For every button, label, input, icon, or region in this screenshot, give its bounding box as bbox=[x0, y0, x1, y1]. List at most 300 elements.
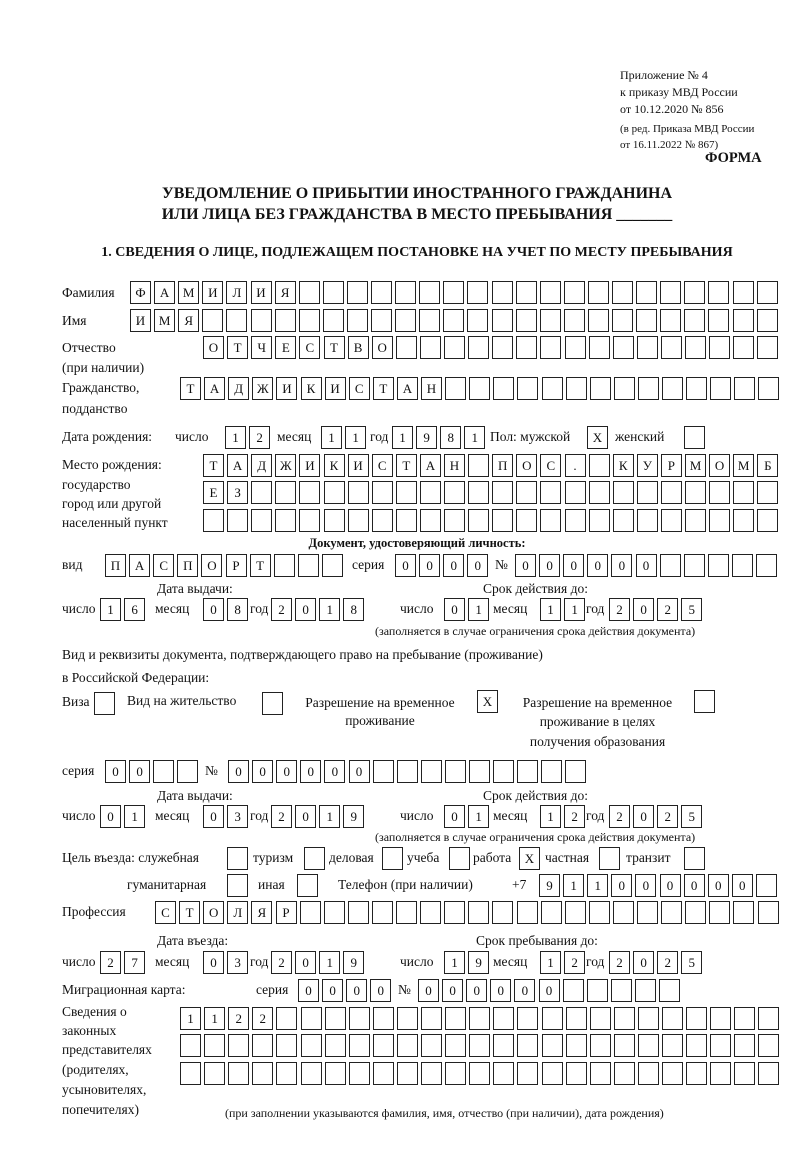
char-cell[interactable] bbox=[323, 309, 344, 332]
char-cell[interactable] bbox=[516, 509, 537, 532]
char-cell[interactable]: Я bbox=[178, 309, 199, 332]
char-cell[interactable] bbox=[636, 309, 657, 332]
char-cell[interactable]: Ф bbox=[130, 281, 151, 304]
char-cell[interactable] bbox=[564, 309, 585, 332]
char-cell[interactable]: Р bbox=[226, 554, 247, 577]
char-cell[interactable]: Р bbox=[661, 454, 682, 477]
char-cell[interactable]: 1 bbox=[540, 598, 561, 621]
char-cell[interactable] bbox=[252, 1062, 273, 1085]
char-cell[interactable]: Н bbox=[444, 454, 465, 477]
char-cell[interactable] bbox=[541, 901, 562, 924]
char-cell[interactable] bbox=[566, 1062, 587, 1085]
char-cell[interactable]: Т bbox=[179, 901, 200, 924]
reps-field[interactable] bbox=[180, 1034, 783, 1056]
char-cell[interactable]: 1 bbox=[392, 426, 413, 449]
char-cell[interactable]: А bbox=[204, 377, 225, 400]
char-cell[interactable] bbox=[324, 481, 345, 504]
checkbox-cell[interactable] bbox=[262, 692, 283, 715]
char-cell[interactable] bbox=[733, 901, 754, 924]
char-cell[interactable] bbox=[325, 1034, 346, 1057]
char-cell[interactable] bbox=[204, 1034, 225, 1057]
char-cell[interactable] bbox=[348, 481, 369, 504]
char-cell[interactable] bbox=[227, 509, 248, 532]
char-cell[interactable] bbox=[421, 1062, 442, 1085]
char-cell[interactable]: А bbox=[227, 454, 248, 477]
char-cell[interactable]: К bbox=[613, 454, 634, 477]
char-cell[interactable] bbox=[493, 1062, 514, 1085]
char-cell[interactable]: 0 bbox=[708, 874, 729, 897]
char-cell[interactable] bbox=[590, 1007, 611, 1030]
char-cell[interactable] bbox=[349, 1062, 370, 1085]
char-cell[interactable] bbox=[371, 281, 392, 304]
char-cell[interactable] bbox=[612, 281, 633, 304]
char-cell[interactable] bbox=[373, 1034, 394, 1057]
char-cell[interactable]: Т bbox=[373, 377, 394, 400]
char-cell[interactable] bbox=[517, 1062, 538, 1085]
char-cell[interactable] bbox=[372, 481, 393, 504]
char-cell[interactable] bbox=[299, 281, 320, 304]
char-cell[interactable]: 0 bbox=[611, 874, 632, 897]
char-cell[interactable]: С bbox=[155, 901, 176, 924]
char-cell[interactable] bbox=[540, 336, 561, 359]
char-cell[interactable]: О bbox=[372, 336, 393, 359]
surname-field[interactable] bbox=[130, 281, 781, 303]
char-cell[interactable]: 2 bbox=[657, 805, 678, 828]
char-cell[interactable]: Т bbox=[180, 377, 201, 400]
valid-day-field[interactable] bbox=[444, 805, 492, 827]
char-cell[interactable] bbox=[684, 309, 705, 332]
char-cell[interactable]: 0 bbox=[276, 760, 297, 783]
char-cell[interactable] bbox=[660, 309, 681, 332]
char-cell[interactable] bbox=[635, 979, 656, 1002]
char-cell[interactable] bbox=[540, 281, 561, 304]
char-cell[interactable]: 0 bbox=[466, 979, 487, 1002]
char-cell[interactable] bbox=[180, 1034, 201, 1057]
purpose-official-checkbox[interactable] bbox=[227, 847, 251, 869]
checkbox-cell[interactable] bbox=[227, 847, 248, 870]
char-cell[interactable] bbox=[614, 1034, 635, 1057]
char-cell[interactable] bbox=[468, 454, 489, 477]
char-cell[interactable]: 0 bbox=[467, 554, 488, 577]
valid-day-field[interactable] bbox=[444, 598, 492, 620]
char-cell[interactable]: И bbox=[251, 281, 272, 304]
char-cell[interactable] bbox=[734, 1007, 755, 1030]
char-cell[interactable]: 0 bbox=[442, 979, 463, 1002]
birth-month-field[interactable] bbox=[321, 426, 369, 448]
char-cell[interactable] bbox=[228, 1062, 249, 1085]
char-cell[interactable] bbox=[396, 336, 417, 359]
birth-place-field[interactable] bbox=[203, 481, 781, 503]
char-cell[interactable] bbox=[614, 1062, 635, 1085]
char-cell[interactable] bbox=[758, 1007, 779, 1030]
char-cell[interactable]: Д bbox=[251, 454, 272, 477]
char-cell[interactable]: О bbox=[709, 454, 730, 477]
char-cell[interactable] bbox=[710, 377, 731, 400]
char-cell[interactable] bbox=[733, 281, 754, 304]
char-cell[interactable]: 0 bbox=[444, 598, 465, 621]
char-cell[interactable] bbox=[202, 309, 223, 332]
char-cell[interactable] bbox=[397, 1034, 418, 1057]
char-cell[interactable] bbox=[397, 1062, 418, 1085]
char-cell[interactable] bbox=[153, 760, 174, 783]
char-cell[interactable]: 1 bbox=[464, 426, 485, 449]
char-cell[interactable] bbox=[662, 1034, 683, 1057]
citizenship-field[interactable] bbox=[180, 377, 783, 399]
char-cell[interactable]: 2 bbox=[564, 805, 585, 828]
char-cell[interactable]: 0 bbox=[444, 805, 465, 828]
char-cell[interactable]: 0 bbox=[300, 760, 321, 783]
char-cell[interactable] bbox=[614, 377, 635, 400]
reps-field[interactable] bbox=[180, 1007, 783, 1029]
char-cell[interactable] bbox=[757, 281, 778, 304]
char-cell[interactable] bbox=[589, 454, 610, 477]
char-cell[interactable]: 0 bbox=[636, 554, 657, 577]
char-cell[interactable]: И bbox=[325, 377, 346, 400]
char-cell[interactable] bbox=[662, 1007, 683, 1030]
char-cell[interactable]: С bbox=[299, 336, 320, 359]
char-cell[interactable] bbox=[204, 1062, 225, 1085]
char-cell[interactable] bbox=[396, 509, 417, 532]
char-cell[interactable] bbox=[419, 309, 440, 332]
char-cell[interactable]: 0 bbox=[295, 805, 316, 828]
char-cell[interactable] bbox=[516, 281, 537, 304]
stay-month-field[interactable] bbox=[540, 951, 588, 973]
purpose-other-checkbox[interactable] bbox=[297, 874, 321, 896]
char-cell[interactable] bbox=[324, 509, 345, 532]
char-cell[interactable]: 0 bbox=[203, 951, 224, 974]
char-cell[interactable] bbox=[590, 1062, 611, 1085]
char-cell[interactable] bbox=[301, 1007, 322, 1030]
char-cell[interactable]: П bbox=[177, 554, 198, 577]
char-cell[interactable]: Т bbox=[203, 454, 224, 477]
char-cell[interactable] bbox=[686, 1034, 707, 1057]
char-cell[interactable] bbox=[251, 481, 272, 504]
char-cell[interactable] bbox=[613, 336, 634, 359]
char-cell[interactable]: 2 bbox=[657, 951, 678, 974]
entry-day-field[interactable] bbox=[100, 951, 148, 973]
purpose-business-checkbox[interactable] bbox=[382, 847, 406, 869]
char-cell[interactable]: 0 bbox=[349, 760, 370, 783]
char-cell[interactable] bbox=[686, 1007, 707, 1030]
char-cell[interactable] bbox=[469, 377, 490, 400]
char-cell[interactable] bbox=[542, 1034, 563, 1057]
char-cell[interactable]: М bbox=[178, 281, 199, 304]
char-cell[interactable] bbox=[542, 1062, 563, 1085]
char-cell[interactable]: 5 bbox=[681, 805, 702, 828]
purpose-work-checkbox[interactable] bbox=[519, 847, 543, 869]
char-cell[interactable] bbox=[373, 1062, 394, 1085]
char-cell[interactable]: С bbox=[540, 454, 561, 477]
checkbox-cell[interactable] bbox=[227, 874, 248, 897]
checkbox-cell[interactable] bbox=[449, 847, 470, 870]
char-cell[interactable]: 2 bbox=[100, 951, 121, 974]
char-cell[interactable]: 0 bbox=[635, 874, 656, 897]
char-cell[interactable] bbox=[758, 377, 779, 400]
char-cell[interactable] bbox=[251, 309, 272, 332]
char-cell[interactable] bbox=[564, 281, 585, 304]
char-cell[interactable] bbox=[444, 481, 465, 504]
char-cell[interactable]: И bbox=[299, 454, 320, 477]
char-cell[interactable]: 0 bbox=[490, 979, 511, 1002]
char-cell[interactable] bbox=[590, 377, 611, 400]
char-cell[interactable] bbox=[660, 554, 681, 577]
checkbox-cell[interactable] bbox=[94, 692, 115, 715]
birth-place-field[interactable] bbox=[203, 454, 781, 476]
char-cell[interactable]: 7 bbox=[124, 951, 145, 974]
char-cell[interactable] bbox=[371, 309, 392, 332]
char-cell[interactable]: 0 bbox=[295, 598, 316, 621]
char-cell[interactable]: 0 bbox=[539, 554, 560, 577]
char-cell[interactable]: 0 bbox=[514, 979, 535, 1002]
reps-field[interactable] bbox=[180, 1062, 783, 1084]
char-cell[interactable]: 0 bbox=[515, 554, 536, 577]
residence-checkbox[interactable] bbox=[262, 692, 286, 714]
char-cell[interactable] bbox=[325, 1062, 346, 1085]
char-cell[interactable] bbox=[758, 1062, 779, 1085]
char-cell[interactable] bbox=[732, 554, 753, 577]
checkbox-cell[interactable] bbox=[297, 874, 318, 897]
char-cell[interactable]: 1 bbox=[540, 951, 561, 974]
char-cell[interactable]: 1 bbox=[319, 598, 340, 621]
char-cell[interactable] bbox=[710, 1062, 731, 1085]
char-cell[interactable] bbox=[492, 901, 513, 924]
char-cell[interactable]: Е bbox=[203, 481, 224, 504]
char-cell[interactable] bbox=[566, 377, 587, 400]
char-cell[interactable] bbox=[226, 309, 247, 332]
issue-month-field[interactable] bbox=[203, 805, 251, 827]
char-cell[interactable]: 1 bbox=[225, 426, 246, 449]
char-cell[interactable] bbox=[685, 481, 706, 504]
char-cell[interactable]: . bbox=[565, 454, 586, 477]
char-cell[interactable] bbox=[758, 901, 779, 924]
char-cell[interactable] bbox=[540, 481, 561, 504]
char-cell[interactable] bbox=[517, 760, 538, 783]
char-cell[interactable] bbox=[565, 760, 586, 783]
char-cell[interactable] bbox=[467, 309, 488, 332]
char-cell[interactable]: И bbox=[348, 454, 369, 477]
char-cell[interactable] bbox=[443, 309, 464, 332]
char-cell[interactable]: Л bbox=[227, 901, 248, 924]
char-cell[interactable] bbox=[395, 309, 416, 332]
char-cell[interactable] bbox=[540, 309, 561, 332]
char-cell[interactable]: 0 bbox=[298, 979, 319, 1002]
char-cell[interactable] bbox=[638, 1062, 659, 1085]
char-cell[interactable]: 1 bbox=[321, 426, 342, 449]
char-cell[interactable] bbox=[420, 336, 441, 359]
checkbox-cell[interactable] bbox=[684, 426, 705, 449]
char-cell[interactable] bbox=[323, 281, 344, 304]
char-cell[interactable] bbox=[276, 1034, 297, 1057]
char-cell[interactable] bbox=[612, 309, 633, 332]
char-cell[interactable] bbox=[445, 1062, 466, 1085]
char-cell[interactable] bbox=[445, 760, 466, 783]
char-cell[interactable] bbox=[614, 1007, 635, 1030]
char-cell[interactable] bbox=[445, 1007, 466, 1030]
char-cell[interactable] bbox=[493, 760, 514, 783]
patronymic-field[interactable] bbox=[203, 336, 781, 358]
char-cell[interactable] bbox=[613, 481, 634, 504]
char-cell[interactable] bbox=[275, 481, 296, 504]
char-cell[interactable] bbox=[611, 979, 632, 1002]
char-cell[interactable] bbox=[468, 336, 489, 359]
char-cell[interactable]: 8 bbox=[227, 598, 248, 621]
char-cell[interactable]: А bbox=[420, 454, 441, 477]
char-cell[interactable] bbox=[662, 377, 683, 400]
char-cell[interactable]: 2 bbox=[249, 426, 270, 449]
char-cell[interactable]: 1 bbox=[204, 1007, 225, 1030]
char-cell[interactable]: Я bbox=[275, 281, 296, 304]
char-cell[interactable] bbox=[566, 1034, 587, 1057]
char-cell[interactable] bbox=[733, 509, 754, 532]
char-cell[interactable] bbox=[493, 1034, 514, 1057]
char-cell[interactable] bbox=[589, 481, 610, 504]
char-cell[interactable]: 1 bbox=[468, 805, 489, 828]
birth-day-field[interactable] bbox=[225, 426, 273, 448]
char-cell[interactable]: 0 bbox=[611, 554, 632, 577]
entry-month-field[interactable] bbox=[203, 951, 251, 973]
char-cell[interactable]: 0 bbox=[395, 554, 416, 577]
char-cell[interactable] bbox=[276, 1007, 297, 1030]
char-cell[interactable] bbox=[300, 901, 321, 924]
char-cell[interactable] bbox=[373, 760, 394, 783]
issue-year-field[interactable] bbox=[271, 598, 367, 620]
char-cell[interactable]: 2 bbox=[609, 951, 630, 974]
char-cell[interactable] bbox=[733, 481, 754, 504]
char-cell[interactable]: Л bbox=[226, 281, 247, 304]
char-cell[interactable]: 1 bbox=[468, 598, 489, 621]
purpose-humanitarian-checkbox[interactable] bbox=[227, 874, 251, 896]
issue-day-field[interactable] bbox=[100, 805, 148, 827]
char-cell[interactable] bbox=[757, 336, 778, 359]
entry-year-field[interactable] bbox=[271, 951, 367, 973]
checkbox-cell[interactable] bbox=[304, 847, 325, 870]
char-cell[interactable] bbox=[563, 979, 584, 1002]
char-cell[interactable]: Т bbox=[250, 554, 271, 577]
char-cell[interactable] bbox=[542, 377, 563, 400]
char-cell[interactable] bbox=[421, 760, 442, 783]
char-cell[interactable]: М bbox=[733, 454, 754, 477]
char-cell[interactable]: 5 bbox=[681, 951, 702, 974]
char-cell[interactable] bbox=[686, 1062, 707, 1085]
char-cell[interactable]: С bbox=[153, 554, 174, 577]
char-cell[interactable]: 0 bbox=[252, 760, 273, 783]
right-number-field[interactable] bbox=[228, 760, 590, 782]
char-cell[interactable] bbox=[757, 509, 778, 532]
char-cell[interactable]: П bbox=[105, 554, 126, 577]
char-cell[interactable]: 1 bbox=[319, 805, 340, 828]
char-cell[interactable]: 1 bbox=[587, 874, 608, 897]
char-cell[interactable]: 0 bbox=[105, 760, 126, 783]
char-cell[interactable] bbox=[299, 309, 320, 332]
char-cell[interactable]: 0 bbox=[129, 760, 150, 783]
char-cell[interactable]: 2 bbox=[228, 1007, 249, 1030]
char-cell[interactable] bbox=[419, 281, 440, 304]
char-cell[interactable]: А bbox=[129, 554, 150, 577]
char-cell[interactable] bbox=[493, 1007, 514, 1030]
char-cell[interactable]: 1 bbox=[124, 805, 145, 828]
visa-checkbox[interactable] bbox=[94, 692, 118, 714]
char-cell[interactable] bbox=[756, 554, 777, 577]
char-cell[interactable] bbox=[589, 901, 610, 924]
char-cell[interactable]: 0 bbox=[322, 979, 343, 1002]
id-kind-field[interactable] bbox=[105, 554, 346, 576]
purpose-tourism-checkbox[interactable] bbox=[304, 847, 328, 869]
char-cell[interactable] bbox=[662, 1062, 683, 1085]
char-cell[interactable]: С bbox=[349, 377, 370, 400]
char-cell[interactable]: 9 bbox=[343, 951, 364, 974]
char-cell[interactable] bbox=[613, 509, 634, 532]
char-cell[interactable]: М bbox=[685, 454, 706, 477]
char-cell[interactable]: 0 bbox=[228, 760, 249, 783]
char-cell[interactable]: К bbox=[301, 377, 322, 400]
id-series-field[interactable] bbox=[395, 554, 491, 576]
char-cell[interactable]: З bbox=[227, 481, 248, 504]
sex-female-checkbox[interactable] bbox=[684, 426, 708, 448]
char-cell[interactable] bbox=[661, 509, 682, 532]
purpose-private-checkbox[interactable] bbox=[599, 847, 623, 869]
char-cell[interactable] bbox=[516, 336, 537, 359]
char-cell[interactable]: 6 bbox=[124, 598, 145, 621]
valid-year-field[interactable] bbox=[609, 805, 705, 827]
migration-number-field[interactable] bbox=[418, 979, 683, 1001]
char-cell[interactable] bbox=[708, 281, 729, 304]
char-cell[interactable] bbox=[709, 901, 730, 924]
char-cell[interactable]: 0 bbox=[100, 805, 121, 828]
char-cell[interactable] bbox=[517, 1034, 538, 1057]
char-cell[interactable] bbox=[710, 1034, 731, 1057]
char-cell[interactable]: Б bbox=[757, 454, 778, 477]
char-cell[interactable] bbox=[637, 336, 658, 359]
char-cell[interactable] bbox=[299, 481, 320, 504]
char-cell[interactable]: 0 bbox=[324, 760, 345, 783]
issue-year-field[interactable] bbox=[271, 805, 367, 827]
char-cell[interactable] bbox=[203, 509, 224, 532]
char-cell[interactable] bbox=[325, 1007, 346, 1030]
char-cell[interactable]: 3 bbox=[227, 951, 248, 974]
char-cell[interactable] bbox=[274, 554, 295, 577]
char-cell[interactable] bbox=[733, 336, 754, 359]
char-cell[interactable] bbox=[445, 1034, 466, 1057]
char-cell[interactable]: 0 bbox=[419, 554, 440, 577]
char-cell[interactable] bbox=[590, 1034, 611, 1057]
char-cell[interactable] bbox=[492, 481, 513, 504]
char-cell[interactable]: О bbox=[203, 901, 224, 924]
char-cell[interactable]: 1 bbox=[564, 598, 585, 621]
char-cell[interactable] bbox=[517, 377, 538, 400]
char-cell[interactable]: 9 bbox=[343, 805, 364, 828]
char-cell[interactable]: Е bbox=[275, 336, 296, 359]
char-cell[interactable] bbox=[734, 1062, 755, 1085]
checkbox-cell[interactable] bbox=[599, 847, 620, 870]
char-cell[interactable] bbox=[638, 377, 659, 400]
char-cell[interactable] bbox=[565, 481, 586, 504]
char-cell[interactable] bbox=[684, 554, 705, 577]
char-cell[interactable] bbox=[397, 1007, 418, 1030]
char-cell[interactable]: 2 bbox=[609, 805, 630, 828]
char-cell[interactable] bbox=[541, 760, 562, 783]
char-cell[interactable] bbox=[468, 481, 489, 504]
char-cell[interactable] bbox=[347, 281, 368, 304]
char-cell[interactable] bbox=[637, 509, 658, 532]
char-cell[interactable]: И bbox=[130, 309, 151, 332]
char-cell[interactable] bbox=[637, 481, 658, 504]
char-cell[interactable]: 8 bbox=[440, 426, 461, 449]
char-cell[interactable] bbox=[588, 281, 609, 304]
sex-male-checkbox[interactable] bbox=[587, 426, 611, 448]
char-cell[interactable] bbox=[492, 309, 513, 332]
char-cell[interactable] bbox=[686, 377, 707, 400]
checkbox-cell[interactable]: X bbox=[477, 690, 498, 713]
